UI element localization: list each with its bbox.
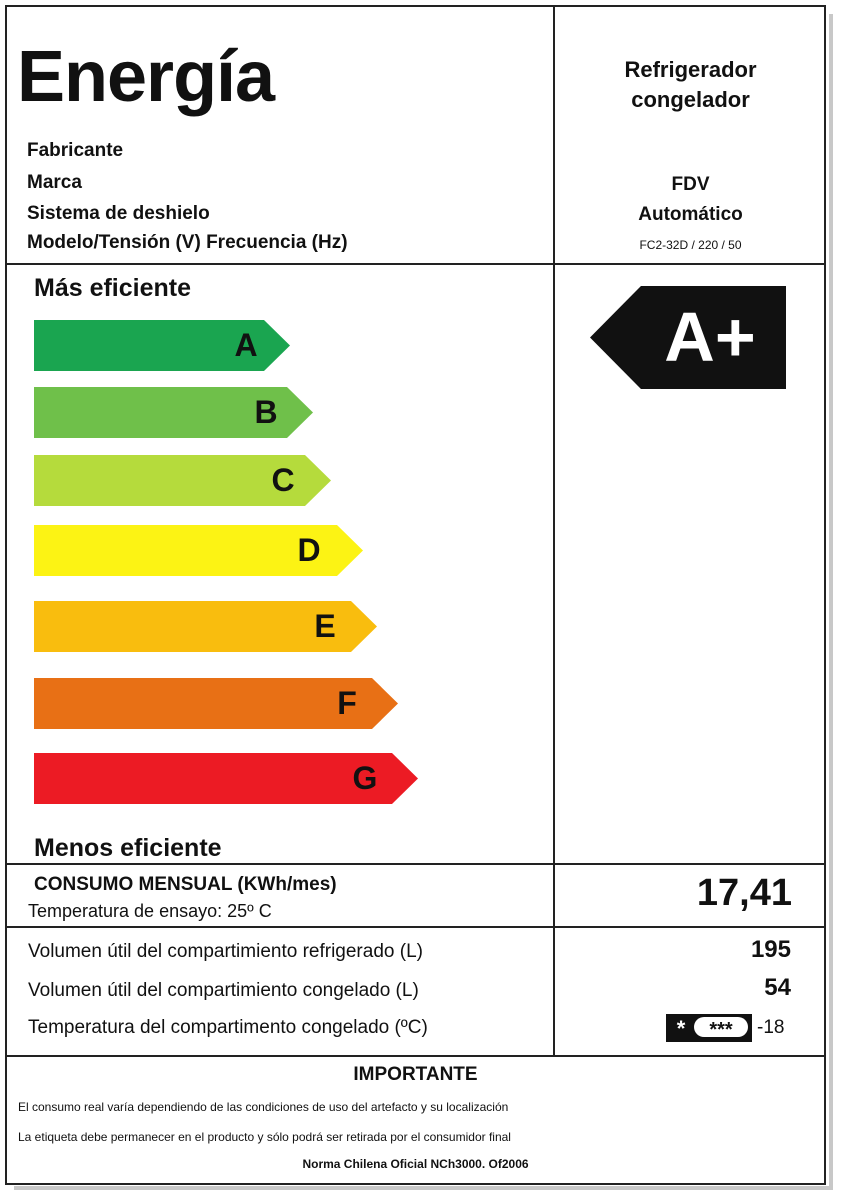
- deshielo-label: Sistema de deshielo: [27, 203, 210, 224]
- most-efficient-label: Más eficiente: [34, 274, 192, 302]
- class-bar-f-letter: F: [337, 685, 357, 721]
- freezer-temp-value: -18: [757, 1017, 785, 1038]
- freezer-volume-label: Volumen útil del compartimiento congelado (L): [28, 980, 419, 1001]
- product-type-line2: congelador: [631, 87, 750, 112]
- divider-consumption: [5, 926, 826, 928]
- divider-header: [5, 263, 826, 265]
- refrig-volume-label: Volumen útil del compartimiento refrigerado (L): [28, 941, 423, 962]
- class-bar-b-letter: B: [254, 394, 278, 430]
- label-shadow-bottom: [14, 1186, 832, 1190]
- freezer-volume-value: 54: [764, 974, 791, 1001]
- class-bar-a-letter: A: [234, 327, 258, 363]
- least-efficient-label: Menos eficiente: [34, 834, 222, 862]
- class-bar-g-letter: G: [352, 760, 378, 796]
- class-bar-d-letter: D: [297, 532, 321, 568]
- column-divider-top: [553, 5, 555, 927]
- consumption-title: CONSUMO MENSUAL (KWh/mes): [34, 874, 337, 895]
- divider-scale: [5, 863, 826, 865]
- deshielo-value: Automático: [638, 204, 743, 225]
- modelo-value: FC2-32D / 220 / 50: [639, 238, 742, 252]
- refrig-volume-value: 195: [750, 936, 791, 963]
- important-note-label: La etiqueta debe permanecer en el producto y sólo podrá ser retirada por el consumidor final: [18, 1130, 511, 1144]
- freezer-star-rating: [666, 1014, 752, 1042]
- product-type-line1: Refrigerador: [624, 57, 757, 82]
- class-bar-e-letter: E: [314, 608, 336, 644]
- norma-reference: Norma Chilena Oficial NCh3000. Of2006: [302, 1157, 529, 1171]
- marca-value: FDV: [671, 174, 710, 195]
- important-title: IMPORTANTE: [353, 1064, 478, 1085]
- consumption-value: 17,41: [696, 872, 792, 914]
- important-note-consumption: El consumo real varía dependiendo de las condiciones de uso del artefacto y su localización: [18, 1100, 509, 1114]
- consumption-test-temp: Temperatura de ensayo: 25º C: [28, 901, 272, 921]
- marca-label: Marca: [27, 172, 82, 193]
- fabricante-label: Fabricante: [27, 140, 124, 161]
- rating-value: A+: [664, 298, 756, 376]
- modelo-label: Modelo/Tensión (V) Frecuencia (Hz): [27, 232, 348, 253]
- label-shadow-right: [829, 14, 833, 1190]
- single-star-icon: *: [676, 1016, 686, 1041]
- class-bar-c-letter: C: [271, 462, 295, 498]
- freezer-temp-label: Temperatura del compartimento congelado (ºC): [28, 1017, 428, 1038]
- triple-star-icon: ***: [694, 1017, 748, 1037]
- divider-volumes: [5, 1055, 826, 1057]
- label-title: Energía: [17, 37, 275, 117]
- rating-badge: [590, 286, 786, 389]
